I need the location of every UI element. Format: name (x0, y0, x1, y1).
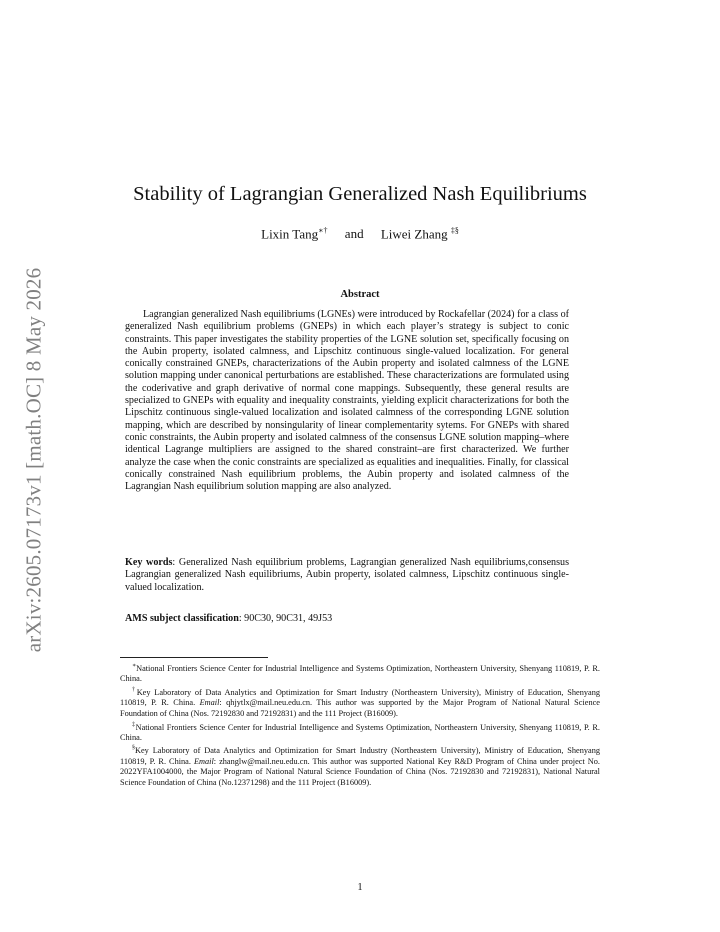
keywords-text: : Generalized Nash equilibrium problems, Lagrangian generalized Nash equilibriums,consensus Lagrangian generalized Nash equilibriums, Aubin property, isolated calmness, Lipschitz continuous single-valued localization. (125, 557, 570, 593)
paper-title: Stability of Lagrangian Generalized Nash Equilibriums (133, 183, 587, 205)
author-line (0, 226, 720, 242)
footnote-text: : qhjytlx@mail.neu.edu.cn. This author was supported by the Major Program of National Natural Science Foundation of China (Nos. 72192830 and 72192831) and the 111 Project (B16009). (120, 698, 600, 718)
footnote-rule (120, 657, 268, 658)
author-name: Liwei Zhang (380, 226, 448, 242)
page-number: 1 (357, 882, 363, 893)
footnotes (120, 661, 600, 789)
footnote-mark: § (132, 745, 135, 752)
email-label: Email (193, 756, 214, 766)
footnote (120, 685, 600, 720)
keywords-paragraph (125, 557, 569, 594)
author-name: Lixin Tang (261, 226, 319, 242)
footnote-text: Key Laboratory of Data Analytics and Optimization for Smart Industry (Northeastern University), Ministry of Education, Shenyang 110819, P. R. China. (120, 746, 600, 766)
footnote-mark: ‡ (132, 721, 136, 728)
footnote-text: : zhanglw@mail.neu.edu.cn. This author was supported National Key R&D Program of China under project No. 2022YFA1004000, the Major Program of National Natural Science Foundation of China (Nos. 72192830 and 72192831), National Natural Science Foundation of China (No.12371298) and the 111 Project (B16009). (120, 756, 600, 787)
arxiv-sidebar (18, 250, 50, 670)
email-label: Email (199, 698, 220, 708)
keywords-label: Key words (125, 557, 173, 568)
author-footnote-marks: ∗† (318, 226, 328, 235)
ams-label: AMS subject classification (125, 613, 239, 624)
footnote-mark: † (132, 686, 137, 693)
footnote-text: National Frontiers Science Center for Industrial Intelligence and Systems Optimization, Northeastern University, Shenyang 110819, P. R. China. (120, 663, 600, 684)
arxiv-identifier: arXiv:2605.07173v1 [math.OC] 8 May 2026 (21, 267, 46, 653)
abstract-text: Lagrangian generalized Nash equilibriums (LGNEs) were introduced by Rockafellar (2024) for a class of generalized Nash equilibrium problems (GNEPs) in which each player’s strategy is subject to conic constraints. This paper investigates the stability properties of the LGNE solution set, specifically focusing on the Aubin property, isolated calmness, and Lipschitz continuous single-valued localization. For general conically constrained GNEPs, characterizations of the Aubin property and isolated calmness of the LGNE solution mapping under canonical perturbations are established. These characterizations are formulated using the coderivative and graph derivative of normal cone mappings. Subsequently, these general results are specialized to GNEPs with equality and inequality constraints, yielding explicit characterizations for both the Lipschitz continuous single-valued localization and isolated calmness of the corresponding LGNE solution mapping, which are described by nonsingularity of linear complementarity sytems. For GNEPs with shared conic constraints, the Aubin property and isolated calmness of the consensus LGNE solution mapping–where identical Lagrange multipliers are assigned to the shared constraint–are first characterized. We further analyze the case when the conic constraints are specialized as equalities and inequalities. Finally, for classical conically constrained Nash equilibrium problems, the Aubin property and isolated calmness of the Lagrangian Nash equilibrium solution mapping are also analyzed. (125, 309, 569, 493)
footnote-mark: ∗ (132, 663, 137, 669)
footnote (120, 661, 600, 685)
ams-codes: : 90C30, 90C31, 49J53 (238, 613, 333, 624)
abstract-heading: Abstract (340, 289, 380, 300)
ams-classification (125, 613, 569, 625)
author-connector: and (344, 226, 364, 242)
footnote-text: Key Laboratory of Data Analytics and Optimization for Smart Industry (Northeastern University), Ministry of Education, Shenyang 110819, P. R. China. (120, 687, 600, 708)
footnote-text: National Frontiers Science Center for Industrial Intelligence and Systems Optimization, Northeastern University, Shenyang 110819, P. R. China. (120, 722, 600, 742)
footnote (120, 720, 600, 744)
author-footnote-marks: ‡§ (450, 226, 459, 235)
footnote (120, 743, 600, 788)
